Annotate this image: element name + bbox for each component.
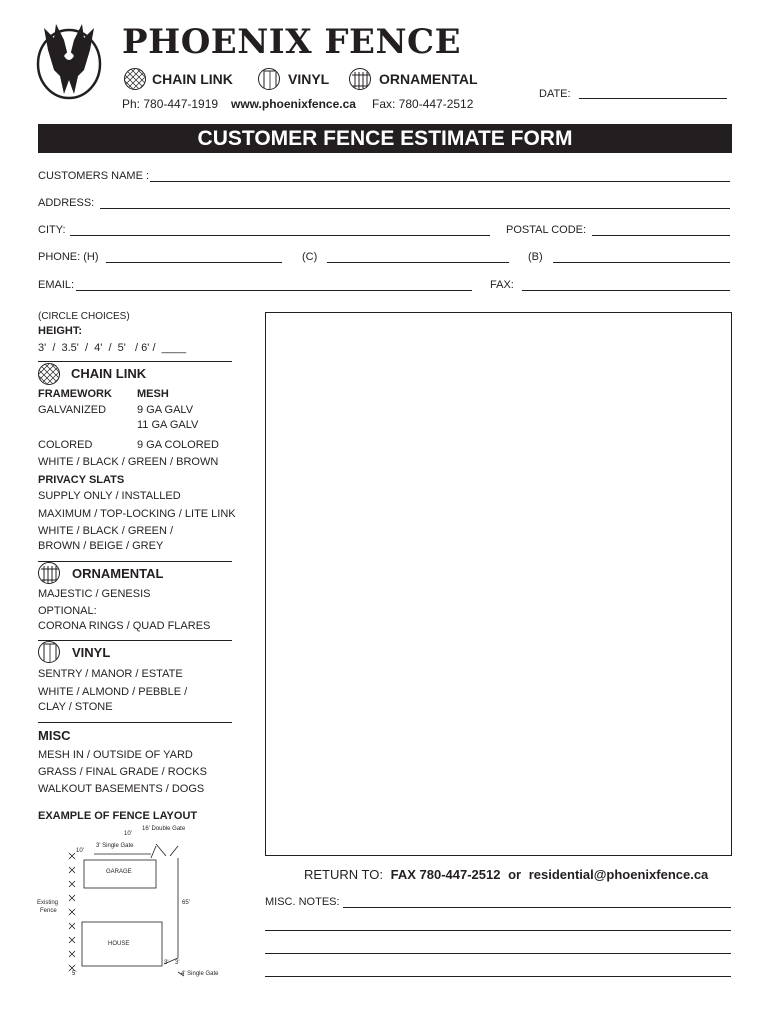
vinyl-heading: VINYL	[72, 645, 111, 660]
customer-name-label: CUSTOMERS NAME :	[38, 170, 150, 182]
phone-cell-label: (C)	[302, 251, 318, 263]
misc-mesh[interactable]: MESH IN / OUTSIDE OF YARD	[38, 749, 193, 761]
chain-link-icon	[124, 68, 146, 90]
existing-fence-label-1: Existing	[37, 900, 59, 906]
vinyl-colors-1[interactable]: WHITE / ALMOND / PEBBLE /	[38, 686, 188, 698]
circle-choices-note: (CIRCLE CHOICES)	[38, 311, 130, 322]
existing-fence-label-2: Fence	[40, 908, 57, 914]
address-label: ADDRESS:	[38, 197, 95, 209]
height-heading: HEIGHT:	[38, 325, 82, 337]
example-fence-diagram	[34, 826, 254, 986]
misc-notes-line-3[interactable]	[265, 953, 731, 954]
return-to-prefix: RETURN TO:	[304, 867, 383, 882]
framework-galvanized[interactable]: GALVANIZED	[38, 404, 107, 416]
privacy-colors-2[interactable]: BROWN / BEIGE / GREY	[38, 540, 164, 552]
misc-heading: MISC	[38, 728, 71, 743]
privacy-supply[interactable]: SUPPLY ONLY / INSTALLED	[38, 490, 181, 502]
city-field[interactable]	[70, 235, 490, 236]
chain-link-colors[interactable]: WHITE / BLACK / GREEN / BROWN	[38, 456, 219, 468]
company-name: PHOENIX FENCE	[122, 22, 462, 62]
misc-notes-line-4[interactable]	[265, 976, 731, 977]
vinyl-icon	[38, 641, 60, 663]
phone-home-field[interactable]	[106, 262, 282, 263]
framework-heading: FRAMEWORK	[38, 388, 112, 400]
dim-4-single-gate: 4' Single Gate	[181, 971, 219, 977]
return-or: or	[508, 867, 522, 882]
date-label: DATE:	[539, 88, 571, 100]
product-chain-link: CHAIN LINK	[152, 71, 233, 87]
dim-3-b: 3'	[175, 960, 180, 966]
misc-walkout[interactable]: WALKOUT BASEMENTS / DOGS	[38, 783, 205, 795]
dim-5: 5'	[72, 971, 77, 977]
garage-label: GARAGE	[106, 869, 132, 875]
ornamental-icon	[38, 562, 60, 584]
misc-notes-line-2[interactable]	[265, 930, 731, 931]
phone-business-field[interactable]	[553, 262, 730, 263]
company-phone: Ph: 780-447-1919	[122, 97, 219, 111]
divider	[38, 640, 232, 641]
privacy-slats-heading: PRIVACY SLATS	[38, 474, 125, 486]
divider	[38, 561, 232, 562]
chain-link-icon	[38, 363, 60, 385]
dim-10-top: 10'	[124, 831, 132, 837]
divider	[38, 722, 232, 723]
fax-label: FAX:	[490, 279, 514, 291]
mesh-11ga-galv[interactable]: 11 GA GALV	[137, 419, 199, 431]
ornamental-heading: ORNAMENTAL	[72, 566, 164, 581]
misc-grade[interactable]: GRASS / FINAL GRADE / ROCKS	[38, 766, 207, 778]
ornamental-options[interactable]: CORONA RINGS / QUAD FLARES	[38, 620, 211, 632]
company-fax: Fax: 780-447-2512	[372, 97, 474, 111]
dim-3-a: 3'	[164, 960, 169, 966]
vinyl-styles[interactable]: SENTRY / MANOR / ESTATE	[38, 668, 183, 680]
vinyl-colors-2[interactable]: CLAY / STONE	[38, 701, 113, 713]
mesh-9ga-galv[interactable]: 9 GA GALV	[137, 404, 194, 416]
date-field[interactable]	[579, 98, 727, 99]
product-ornamental: ORNAMENTAL	[379, 71, 478, 87]
layout-drawing-area[interactable]	[265, 312, 732, 856]
divider	[38, 361, 232, 362]
misc-notes-label: MISC. NOTES:	[265, 896, 340, 908]
example-layout-heading: EXAMPLE OF FENCE LAYOUT	[38, 810, 198, 822]
return-fax: FAX 780-447-2512	[390, 867, 501, 882]
return-email[interactable]: residential@phoenixfence.ca	[528, 867, 709, 882]
mesh-9ga-colored[interactable]: 9 GA COLORED	[137, 439, 219, 451]
dim-10-left: 10'	[76, 848, 84, 854]
framework-colored[interactable]: COLORED	[38, 439, 93, 451]
dim-16-double-gate: 16' Double Gate	[142, 826, 186, 832]
company-website[interactable]: www.phoenixfence.ca	[231, 97, 356, 111]
city-label: CITY:	[38, 224, 66, 236]
postal-code-field[interactable]	[592, 235, 730, 236]
email-field[interactable]	[76, 290, 472, 291]
house-label: HOUSE	[108, 941, 130, 947]
misc-notes-line-1[interactable]	[343, 907, 731, 908]
privacy-colors-1[interactable]: WHITE / BLACK / GREEN /	[38, 525, 174, 537]
ornamental-icon	[349, 68, 371, 90]
email-label: EMAIL:	[38, 279, 75, 291]
phone-business-label: (B)	[528, 251, 543, 263]
vinyl-icon	[258, 68, 280, 90]
privacy-type[interactable]: MAXIMUM / TOP-LOCKING / LITE LINK	[38, 508, 236, 520]
form-title-bar	[38, 124, 732, 153]
postal-code-label: POSTAL CODE:	[506, 224, 587, 236]
dim-3-single-gate: 3' Single Gate	[96, 843, 134, 849]
ornamental-optional: OPTIONAL:	[38, 605, 97, 617]
mesh-heading: MESH	[137, 388, 169, 400]
dim-65: 65'	[182, 900, 190, 906]
phone-cell-field[interactable]	[327, 262, 509, 263]
return-to-line	[304, 867, 708, 882]
address-field[interactable]	[100, 208, 730, 209]
form-title: CUSTOMER FENCE ESTIMATE FORM	[197, 127, 573, 150]
chain-link-heading: CHAIN LINK	[71, 366, 147, 381]
ornamental-styles[interactable]: MAJESTIC / GENESIS	[38, 588, 151, 600]
phoenix-logo	[34, 20, 104, 100]
phone-home-label: PHONE: (H)	[38, 251, 99, 263]
fax-field[interactable]	[522, 290, 730, 291]
customer-name-field[interactable]	[150, 181, 730, 182]
height-options[interactable]: 3' / 3.5' / 4' / 5' / 6' / ____	[38, 342, 187, 354]
product-vinyl: VINYL	[288, 71, 330, 87]
